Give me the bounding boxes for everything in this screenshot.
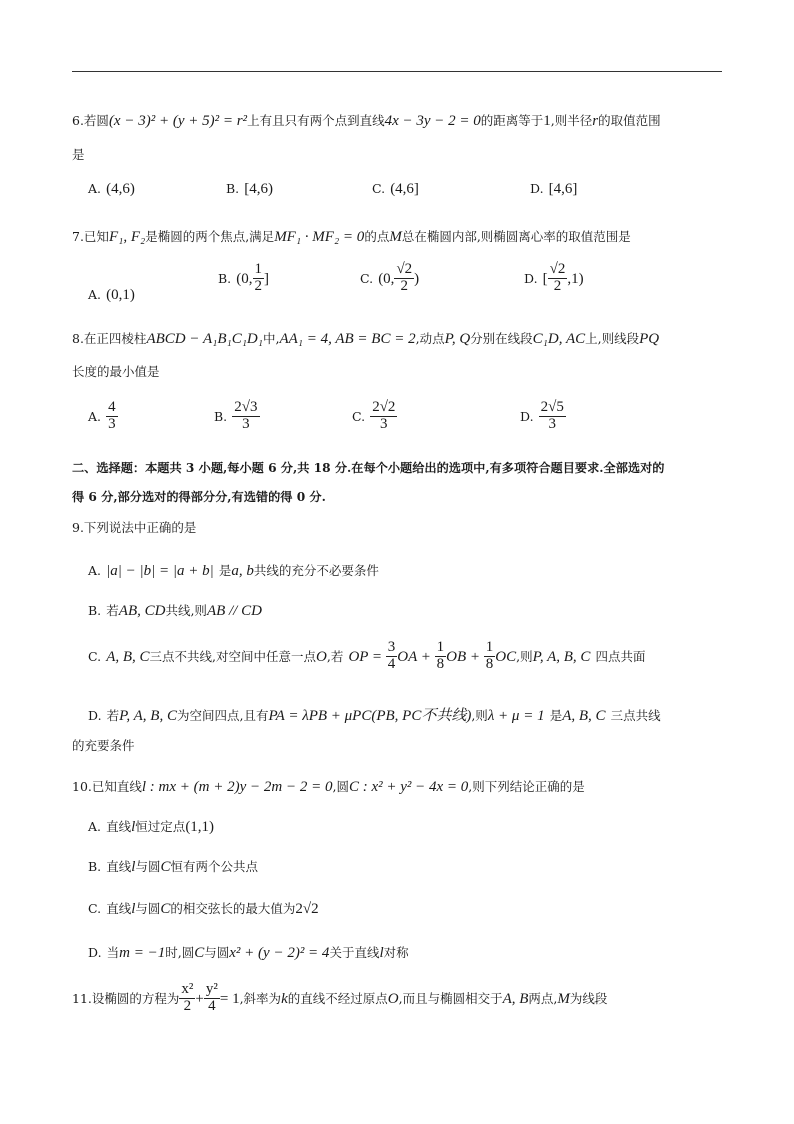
q8-option-a: A. $\frac{4}{3}$ bbox=[88, 399, 116, 432]
question-8-stem-line2: 长度的最小值是 bbox=[72, 364, 160, 379]
q10-option-b: B. 直线l与圆C恒有两个公共点 bbox=[88, 859, 258, 875]
q8-option-b: B. $\frac{2√3}{3}$ bbox=[214, 399, 258, 432]
fraction: $\frac{\text{x²}}{2}$ bbox=[181, 981, 194, 1014]
q6-option-c: C. (4,6] bbox=[372, 181, 419, 197]
q7-option-b: B. (0, $\frac{1}{2}$ ] bbox=[218, 261, 270, 294]
q7-option-a: A. (0,1) bbox=[88, 287, 135, 303]
q9-option-c: C. A, B, C三点不共线,对空间中任意一点O,若 OP = $\frac{3}{4}$ OA + $\frac{1}{8}$ OB + $\frac{1}{8}$ OC,则P, A, B, C 四点共面 bbox=[88, 639, 646, 672]
fraction: $\frac{1}{2}$ bbox=[254, 261, 263, 294]
fraction: $\frac{2√3}{3}$ bbox=[234, 399, 258, 432]
fraction: $\frac{3}{4}$ bbox=[387, 639, 396, 672]
q9-option-d: D. 若P, A, B, C为空间四点,且有PA = λPB + μPC(PB, PC不共线),则λ + μ = 1 是A, B, C 三点共线 bbox=[88, 708, 661, 724]
fraction: $\frac{1}{8}$ bbox=[436, 639, 445, 672]
q7-option-c: C. (0, $\frac{√2}{2}$ ) bbox=[360, 261, 420, 294]
section-2-heading-line2: 得 6 分,部分选对的得部分分,有选错的得 0 分. bbox=[72, 490, 326, 504]
question-10-stem: 10.已知直线l : mx + (m + 2)y − 2m − 2 = 0,圆C : x² + y² − 4x = 0,则下列结论正确的是 bbox=[72, 779, 585, 795]
q8-option-d: D. $\frac{2√5}{3}$ bbox=[520, 399, 564, 432]
q9-option-a: A. |a| − |b| = |a + b| 是a, b共线的充分不必要条件 bbox=[88, 563, 379, 579]
fraction: $\frac{2√5}{3}$ bbox=[540, 399, 564, 432]
fraction: $\frac{2√2}{3}$ bbox=[372, 399, 396, 432]
q9-option-d-line2: 的充要条件 bbox=[72, 738, 135, 753]
question-6-stem-line2: 是 bbox=[72, 147, 85, 162]
section-2-heading: 二、选择题：本题共 3 小题,每小题 6 分,共 18 分.在每个小题给出的选项中,有多项符合题目要求.全部选对的 bbox=[72, 461, 665, 475]
q6-option-d: D. [4,6] bbox=[530, 181, 578, 197]
question-6-stem: 6.若圆(x − 3)² + (y + 5)² = r²上有且只有两个点到直线4x − 3y − 2 = 0的距离等于1,则半径r的取值范围 bbox=[72, 113, 661, 129]
q8-option-c: C. $\frac{2√2}{3}$ bbox=[352, 399, 396, 432]
q6-option-b: B. [4,6) bbox=[226, 181, 274, 197]
question-9-stem: 9.下列说法中正确的是 bbox=[72, 520, 197, 535]
question-8-stem: 8.在正四棱柱ABCD − A₁B₁C₁D₁中,AA₁ = 4, AB = BC = 2,动点P, Q分别在线段C₁D, AC上,则线段PQ bbox=[72, 331, 660, 347]
q6-option-a: A. (4,6) bbox=[88, 181, 135, 197]
fraction: $\frac{√2}{2}$ bbox=[396, 261, 413, 294]
q7-option-d: D. [ $\frac{√2}{2}$ ,1) bbox=[524, 261, 584, 294]
question-11-stem: 11.设椭圆的方程为 $\frac{\text{x²}}{2}$ + $\frac{\text{y²}}{4}$ = 1,斜率为k的直线不经过原点O,而且与椭圆相交于A, B两点,M为线段 bbox=[72, 981, 608, 1014]
fraction: $\frac{√2}{2}$ bbox=[549, 261, 566, 294]
question-7-stem: 7.已知F₁, F₂是椭圆的两个焦点,满足MF₁ · MF₂ = 0的点M总在椭圆内部,则椭圆离心率的取值范围是 bbox=[72, 229, 631, 245]
q10-option-a: A. 直线l恒过定点(1,1) bbox=[88, 819, 215, 835]
fraction: $\frac{\text{y²}}{4}$ bbox=[205, 981, 218, 1014]
header-rule bbox=[72, 71, 722, 72]
q10-option-c: C. 直线l与圆C的相交弦长的最大值为2√2 bbox=[88, 901, 319, 917]
q9-option-b: B. 若AB, CD共线,则AB // CD bbox=[88, 603, 262, 619]
fraction: $\frac{1}{8}$ bbox=[485, 639, 494, 672]
q10-option-d: D. 当m = −1时,圆C与圆x² + (y − 2)² = 4关于直线l对称 bbox=[88, 945, 409, 961]
fraction: $\frac{4}{3}$ bbox=[108, 399, 116, 432]
